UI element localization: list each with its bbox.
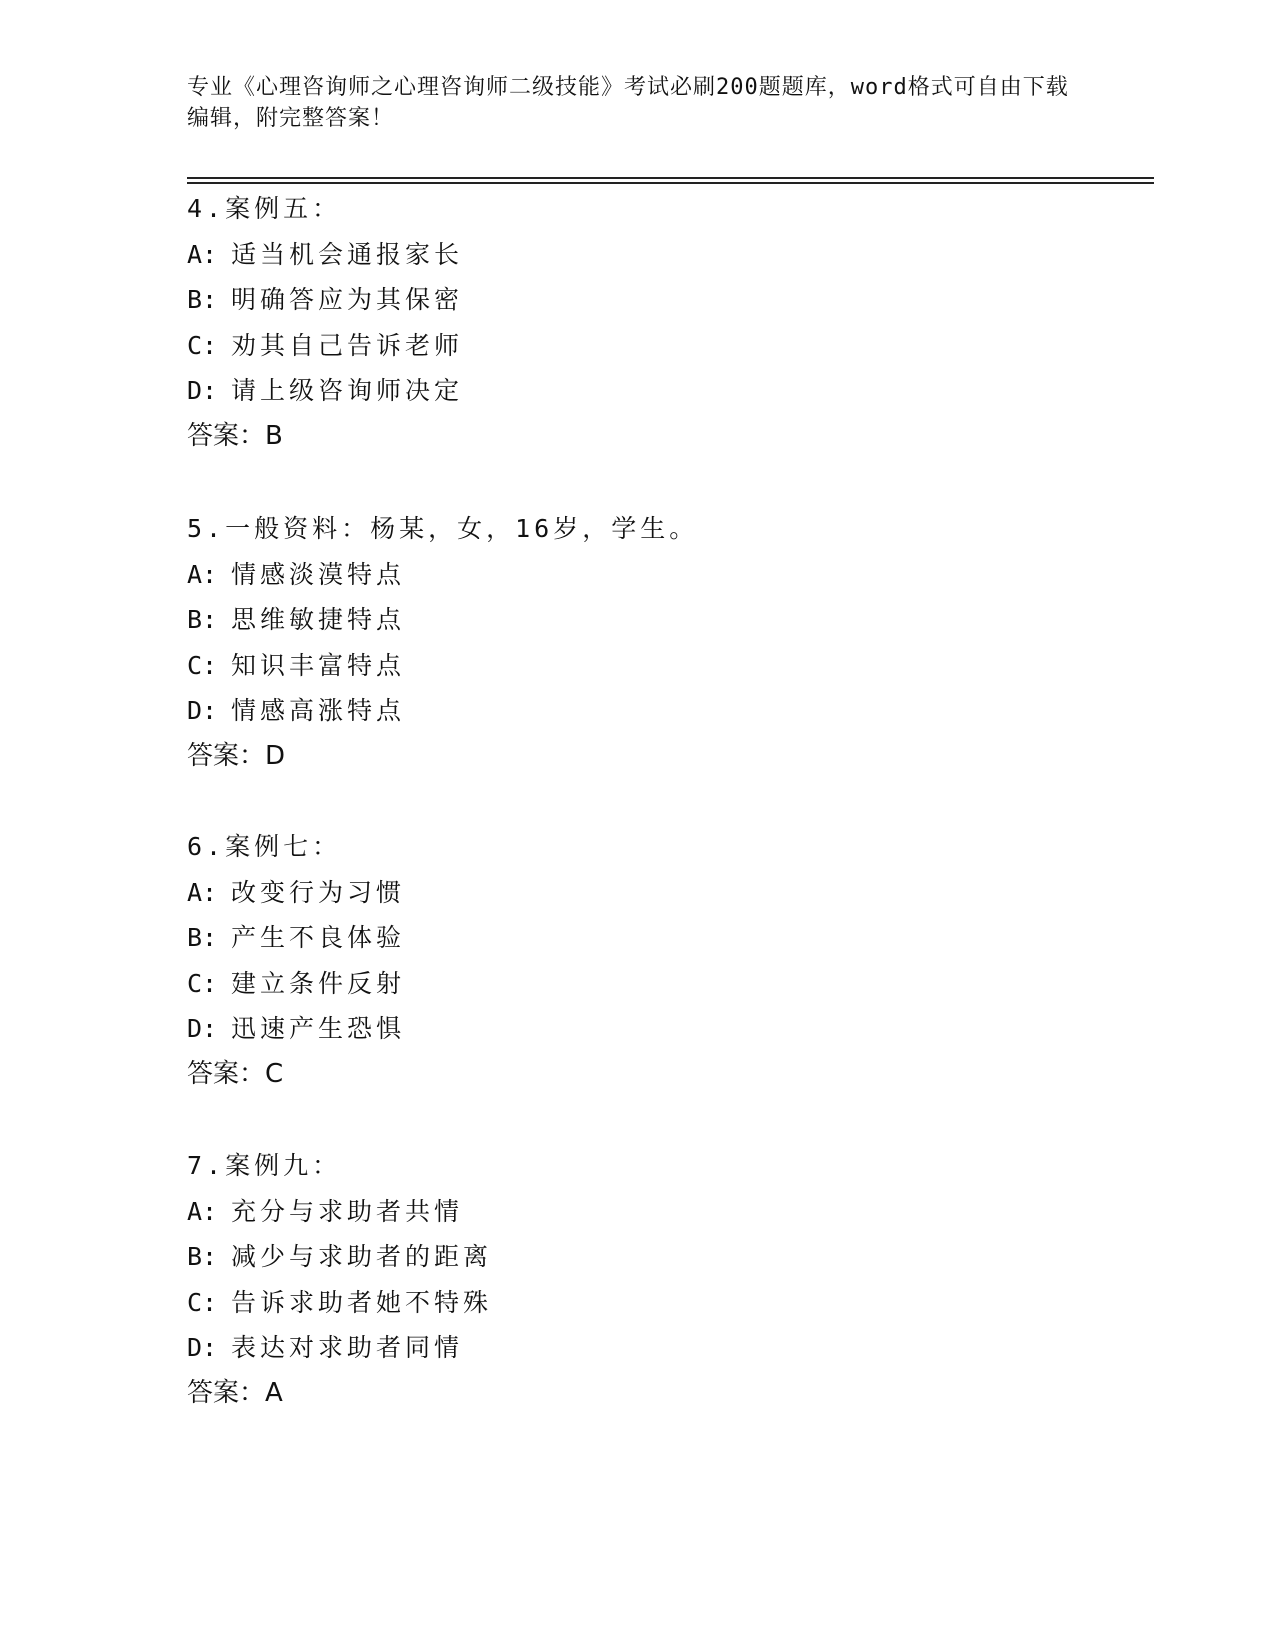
option-letter: C: [187,1287,218,1317]
question-title: 5.一般资料：杨某，女，16岁，学生。 [187,514,699,543]
question-option [187,597,1087,643]
question-option [187,368,1087,414]
header-divider-top [187,177,1154,179]
option-text: 适当机会通报家长 [231,239,464,269]
question-option [187,870,1087,916]
option-letter: A: [187,1196,218,1226]
question-option [187,1325,1087,1371]
option-text: 告诉求助者她不特殊 [231,1287,493,1317]
document-header: 专业《心理咨询师之心理咨询师二级技能》考试必刷200题题库，word格式可自由下载编辑，附完整答案！ [187,75,1069,131]
option-letter: A: [187,239,218,269]
answer-line: 答案：B [187,420,283,451]
option-letter: D: [187,1333,218,1362]
question-title: 6.案例七： [187,832,342,861]
question-option [187,277,1087,323]
question-option [187,323,1087,369]
answer-line: 答案：A [187,1377,283,1408]
option-text: 明确答应为其保密 [231,285,464,314]
option-text: 建立条件反射 [231,968,406,998]
question-block [187,824,1087,1097]
option-text: 情感淡漠特点 [231,559,406,589]
option-letter: A: [187,559,218,589]
option-letter: C: [187,330,218,360]
question-option [187,1006,1087,1052]
answer-line: 答案：C [187,1058,284,1089]
question-block [187,506,1087,779]
option-letter: C: [187,650,218,680]
question-block [187,1143,1087,1416]
question-block [187,186,1087,459]
option-letter: B: [187,923,218,952]
question-option [187,915,1087,961]
question-option [187,688,1087,734]
option-text: 劝其自己告诉老师 [231,330,464,360]
option-letter: D: [187,376,218,405]
option-text: 改变行为习惯 [231,877,406,907]
option-text: 表达对求助者同情 [231,1333,464,1362]
option-letter: B: [187,285,218,314]
question-title: 7.案例九： [187,1151,342,1180]
question-option [187,1189,1087,1235]
option-text: 情感高涨特点 [231,696,406,725]
option-text: 思维敏捷特点 [231,605,406,634]
option-letter: C: [187,968,218,998]
option-letter: B: [187,1242,218,1271]
option-letter: A: [187,877,218,907]
question-option [187,643,1087,689]
option-text: 知识丰富特点 [231,650,406,680]
option-text: 充分与求助者共情 [231,1196,464,1226]
option-text: 减少与求助者的距离 [231,1242,493,1271]
header-divider-bottom [187,182,1154,184]
option-text: 产生不良体验 [231,923,406,952]
answer-line: 答案：D [187,740,286,771]
option-letter: B: [187,605,218,634]
option-text: 迅速产生恐惧 [231,1014,406,1043]
option-letter: D: [187,696,218,725]
question-option [187,961,1087,1007]
question-option [187,552,1087,598]
question-option [187,1280,1087,1326]
question-option [187,1234,1087,1280]
question-option [187,232,1087,278]
option-letter: D: [187,1014,218,1043]
question-title: 4.案例五： [187,194,342,223]
option-text: 请上级咨询师决定 [231,376,464,405]
